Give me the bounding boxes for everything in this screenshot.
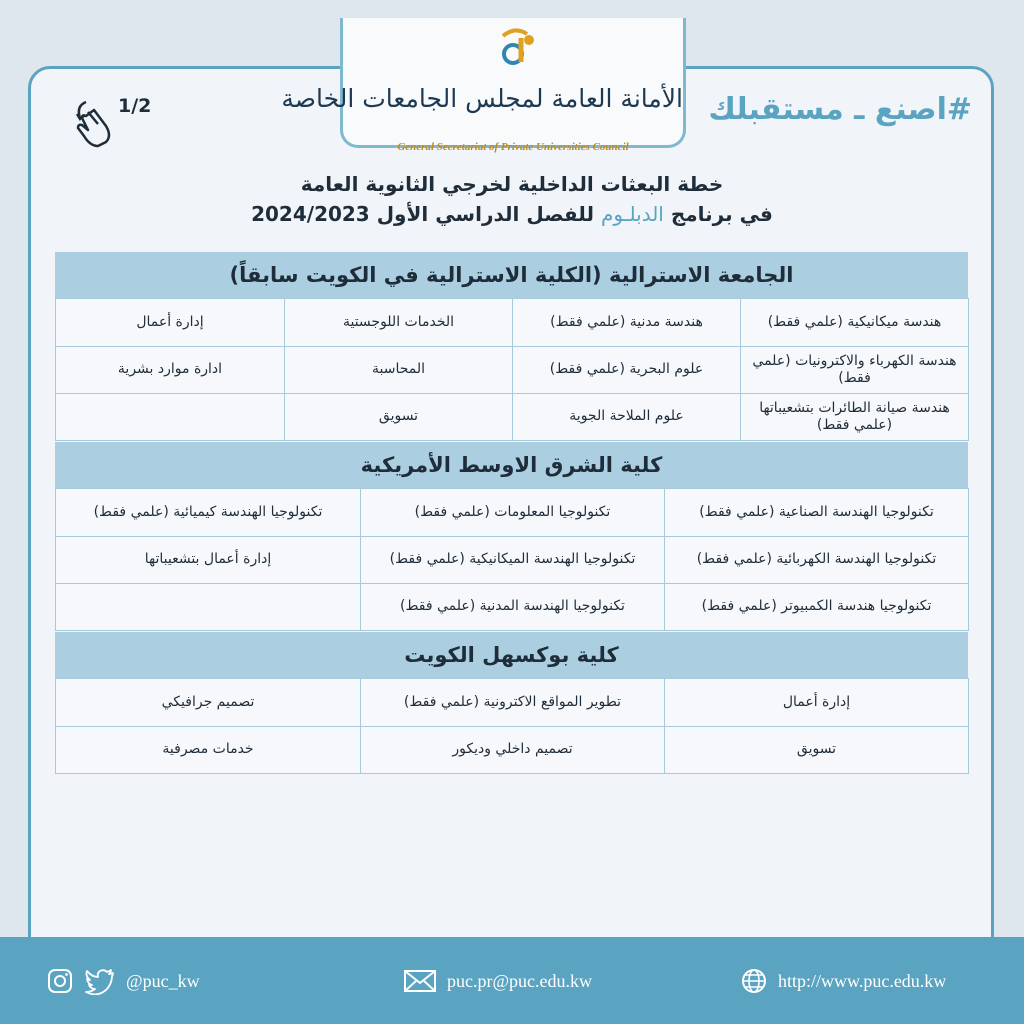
website-url: http://www.puc.edu.kw bbox=[778, 970, 947, 991]
table-cell bbox=[56, 584, 361, 631]
table-cell: تطوير المواقع الاكترونية (علمي فقط) bbox=[361, 679, 665, 727]
table-cell: تسويق bbox=[665, 727, 969, 774]
table-cell: تصميم داخلي وديكور bbox=[361, 727, 665, 774]
twitter-icon bbox=[84, 967, 116, 995]
globe-icon bbox=[740, 967, 768, 995]
table-cell: إدارة أعمال bbox=[665, 679, 969, 727]
heading-line-1: خطة البعثات الداخلية لخرجي الثانوية العامة bbox=[300, 172, 724, 196]
table-cell: تكنولوجيا الهندسة المدنية (علمي فقط) bbox=[361, 584, 665, 631]
table-cell: ادارة موارد بشرية bbox=[56, 347, 285, 394]
table-cell: الخدمات اللوجستية bbox=[285, 299, 513, 347]
heading-line-2-end: للفصل الدراسي الأول 2024/2023 bbox=[251, 202, 594, 226]
footer-website[interactable] bbox=[740, 965, 946, 997]
table-row bbox=[56, 679, 969, 727]
logo bbox=[281, 18, 686, 153]
table-cell: علوم الملاحة الجوية bbox=[513, 394, 741, 441]
logo-arabic-text: الأمانة العامة لمجلس الجامعات الخاصة bbox=[281, 84, 683, 113]
table-row bbox=[56, 727, 969, 774]
box-hill-college-table bbox=[55, 678, 969, 774]
table-row bbox=[56, 394, 969, 441]
heading-diploma-word: الدبلـوم bbox=[600, 202, 664, 226]
table-row bbox=[56, 347, 969, 394]
table-cell: تكنولوجيا الهندسة الميكانيكية (علمي فقط) bbox=[361, 537, 665, 584]
table-cell bbox=[56, 394, 285, 441]
table-cell: خدمات مصرفية bbox=[56, 727, 361, 774]
table-cell: هندسة ميكانيكية (علمي فقط) bbox=[741, 299, 969, 347]
table-cell: تصميم جرافيكي bbox=[56, 679, 361, 727]
australian-university-table bbox=[55, 298, 969, 441]
table-row bbox=[56, 299, 969, 347]
heading-line-2-start: في برنامج bbox=[670, 202, 773, 226]
table-cell: تكنولوجيا هندسة الكمبيوتر (علمي فقط) bbox=[665, 584, 969, 631]
table-row bbox=[56, 489, 969, 537]
table-cell: هندسة صيانة الطائرات بتشعيباتها (علمي فقط) bbox=[741, 394, 969, 441]
table-cell: تكنولوجيا الهندسة كيميائية (علمي فقط) bbox=[56, 489, 361, 537]
table-row bbox=[56, 537, 969, 584]
section-title-australian-university: الجامعة الاسترالية (الكلية الاسترالية في الكويت سابقاً) bbox=[55, 252, 968, 298]
table-cell: علوم البحرية (علمي فقط) bbox=[513, 347, 741, 394]
footer-email[interactable] bbox=[403, 965, 592, 997]
american-middle-east-college-table bbox=[55, 488, 969, 631]
page-indicator: 1/2 bbox=[118, 95, 152, 117]
table-cell: هندسة مدنية (علمي فقط) bbox=[513, 299, 741, 347]
email-address: puc.pr@puc.edu.kw bbox=[447, 970, 593, 991]
council-logo-icon bbox=[493, 24, 539, 70]
hashtag: #اصنع ـ مستقبلك bbox=[708, 92, 972, 127]
table-cell: المحاسبة bbox=[285, 347, 513, 394]
heading-line-2 bbox=[0, 202, 1024, 226]
table-cell: تكنولوجيا الهندسة الكهربائية (علمي فقط) bbox=[665, 537, 969, 584]
instagram-icon bbox=[46, 967, 74, 995]
footer bbox=[0, 937, 1024, 1024]
table-cell: تكنولوجيا الهندسة الصناعية (علمي فقط) bbox=[665, 489, 969, 537]
table-cell: تكنولوجيا المعلومات (علمي فقط) bbox=[361, 489, 665, 537]
section-title-american-middle-east-college: كلية الشرق الاوسط الأمريكية bbox=[55, 442, 968, 488]
social-handle: @puc_kw bbox=[126, 970, 200, 991]
logo-english-text: General Secretariat of Private Universities Council bbox=[397, 141, 629, 153]
footer-social[interactable] bbox=[46, 965, 200, 997]
envelope-icon bbox=[403, 968, 437, 994]
section-title-box-hill-college: كلية بوكسهل الكويت bbox=[55, 632, 968, 678]
table-cell: هندسة الكهرباء والاكترونيات (علمي فقط) bbox=[741, 347, 969, 394]
table-cell: إدارة أعمال بتشعيباتها bbox=[56, 537, 361, 584]
table-row bbox=[56, 584, 969, 631]
table-cell: إدارة أعمال bbox=[56, 299, 285, 347]
table-cell: تسويق bbox=[285, 394, 513, 441]
